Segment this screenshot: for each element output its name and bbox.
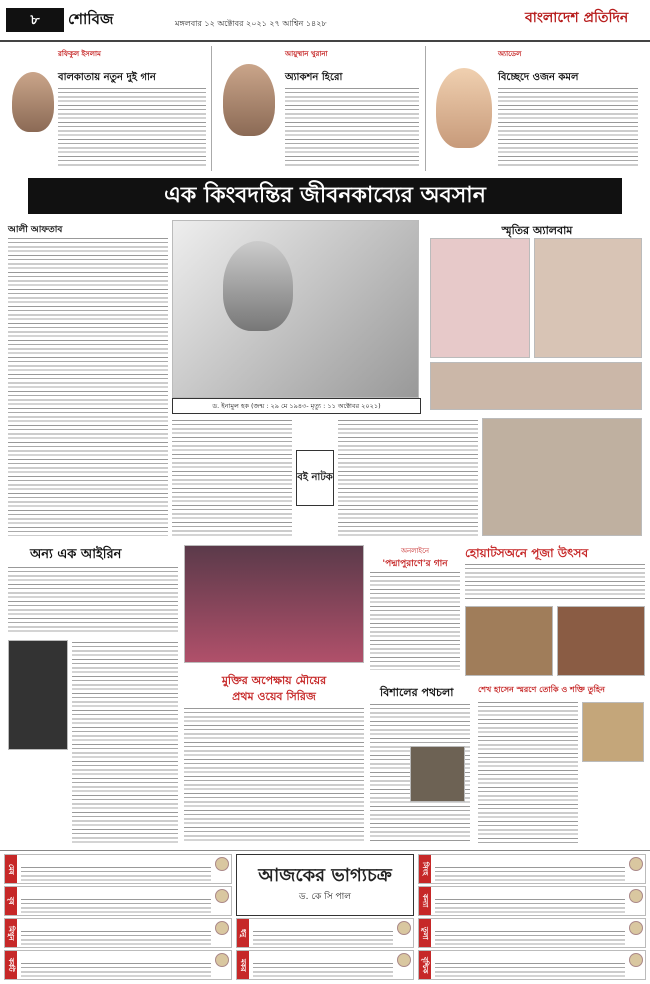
story-title: 'পদ্মাপুরাণে'র গান: [382, 559, 448, 569]
album-photo-3: [430, 362, 642, 410]
zodiac-sign-label: মকর: [237, 951, 249, 979]
horoscope-cell: [418, 950, 646, 980]
top-story-1: [6, 46, 212, 171]
zodiac-icon: [629, 889, 643, 903]
album-label: স্মৃতির অ্যালবাম: [501, 224, 573, 237]
story-body-lines: [184, 706, 364, 844]
portrait-face: [223, 241, 293, 331]
horoscope-author: ড. কে সি পাল: [299, 892, 351, 902]
story-title: অন্য এক আইরিন: [30, 547, 122, 562]
horoscope-text-lines: [435, 961, 625, 978]
photo-actress: [8, 640, 68, 750]
story-title: শেখ হাসেন স্মরণে তোকি ও শক্তি তুহিন: [478, 685, 605, 694]
horoscope-cell: [236, 950, 414, 980]
top-story-3: [430, 46, 644, 171]
story-body-lines: [172, 418, 292, 536]
zodiac-sign-label: তুলা: [419, 919, 431, 947]
horoscope-cell: [418, 918, 646, 948]
photo-puja-1: [465, 606, 553, 676]
story-body-lines: [72, 640, 178, 845]
story-title: বালকাতায় নতুন দুই গান: [58, 72, 156, 83]
zodiac-icon: [215, 953, 229, 967]
top-story-2: [215, 46, 426, 171]
divider: [0, 850, 650, 851]
online-label: অনলাইনে: [400, 547, 430, 555]
horoscope-title-box: [236, 854, 414, 916]
story-title: বিচ্ছেদে ওজন কমল: [498, 72, 579, 83]
page-number: ৮: [6, 8, 64, 32]
story-title-line1: মুক্তির অপেক্ষায় মৌয়ের: [221, 674, 327, 687]
story-body-lines: [8, 565, 178, 635]
story-title: অ্যাকশন হিরো: [285, 72, 343, 83]
photo-actress-mou: [184, 545, 364, 663]
byline: আয়ুষ্মান খুরানা: [285, 50, 328, 58]
story-body-lines: [58, 86, 206, 166]
story-body-lines: [478, 700, 578, 844]
horoscope-text-lines: [435, 929, 625, 946]
zodiac-sign-label: বৃশ্চিক: [419, 951, 431, 979]
horoscope-cell: [4, 854, 232, 884]
horoscope-cell: [4, 918, 232, 948]
story-body-lines: [465, 562, 645, 602]
horoscope-text-lines: [21, 897, 211, 914]
byline: রফিকুল ইসলাম: [58, 50, 101, 58]
zodiac-sign-label: মেষ: [5, 855, 17, 883]
zodiac-sign-label: মিথুন: [5, 919, 17, 947]
zodiac-sign-label: বৃষ: [5, 887, 17, 915]
story-title: বিশালের পথচলা: [380, 686, 454, 699]
story-body-lines: [498, 86, 638, 166]
horoscope-text-lines: [435, 897, 625, 914]
photo-drama-scene: [482, 418, 642, 536]
zodiac-icon: [397, 953, 411, 967]
photo-bishal: [410, 746, 465, 802]
horoscope-text-lines: [253, 961, 393, 978]
horoscope-title: আজকের ভাগ্যচক্র: [258, 865, 392, 886]
zodiac-icon: [629, 953, 643, 967]
photo-puja-2: [557, 606, 645, 676]
section-title: শোবিজ: [68, 10, 114, 28]
horoscope-text-lines: [21, 929, 211, 946]
story-body-lines: [285, 86, 419, 166]
main-story-body-lines: [8, 236, 168, 536]
horoscope-cell: [4, 886, 232, 916]
main-banner-headline: এক কিংবদন্তির জীবনকাব্যের অবসান: [28, 178, 622, 214]
zodiac-sign-label: কর্কট: [5, 951, 17, 979]
horoscope-cell: [236, 918, 414, 948]
photo-actor-1: [12, 72, 54, 132]
story-title-line2: প্রথম ওয়েব সিরিজ: [232, 690, 316, 703]
dateline: মঙ্গলবার ১২ অক্টোবর ২০২১ ২৭ আশ্বিন ১৪২৮: [175, 19, 327, 28]
story-body-lines: [370, 570, 460, 670]
zodiac-icon: [215, 921, 229, 935]
newspaper-logo: বাংলাদেশ প্রতিদিন: [525, 10, 629, 26]
byline: আলী আফতাব: [8, 225, 63, 235]
zodiac-sign-label: কন্যা: [419, 887, 431, 915]
horoscope-cell: [418, 886, 646, 916]
horoscope-cell: [4, 950, 232, 980]
horoscope-text-lines: [21, 961, 211, 978]
zodiac-icon: [629, 921, 643, 935]
photo-tuhin: [582, 702, 644, 762]
album-photo-2: [534, 238, 642, 358]
zodiac-icon: [629, 857, 643, 871]
byline: অ্যাডেল: [498, 50, 522, 58]
photo-actor-2: [223, 64, 275, 136]
zodiac-icon: [397, 921, 411, 935]
photo-singer: [436, 68, 492, 148]
zodiac-sign-label: সিংহ: [419, 855, 431, 883]
zodiac-sign-label: ধনু: [237, 919, 249, 947]
photo-caption: ড. ইনামুল হক (জন্ম : ২৯ মে ১৯৪৩- মৃত্যু : ১১ অক্টোবর ২০২১): [172, 398, 421, 414]
story-title: হোয়াটসঅনে পূজা উৎসব: [465, 546, 589, 560]
book-drama-box: বই নাটক: [296, 450, 334, 506]
horoscope-text-lines: [253, 929, 393, 946]
zodiac-icon: [215, 889, 229, 903]
zodiac-icon: [215, 857, 229, 871]
photo-portrait: [172, 220, 419, 398]
horoscope-cell: [418, 854, 646, 884]
horoscope-text-lines: [21, 865, 211, 882]
album-photo-1: [430, 238, 530, 358]
story-body-lines: [338, 418, 478, 536]
horoscope-text-lines: [435, 865, 625, 882]
